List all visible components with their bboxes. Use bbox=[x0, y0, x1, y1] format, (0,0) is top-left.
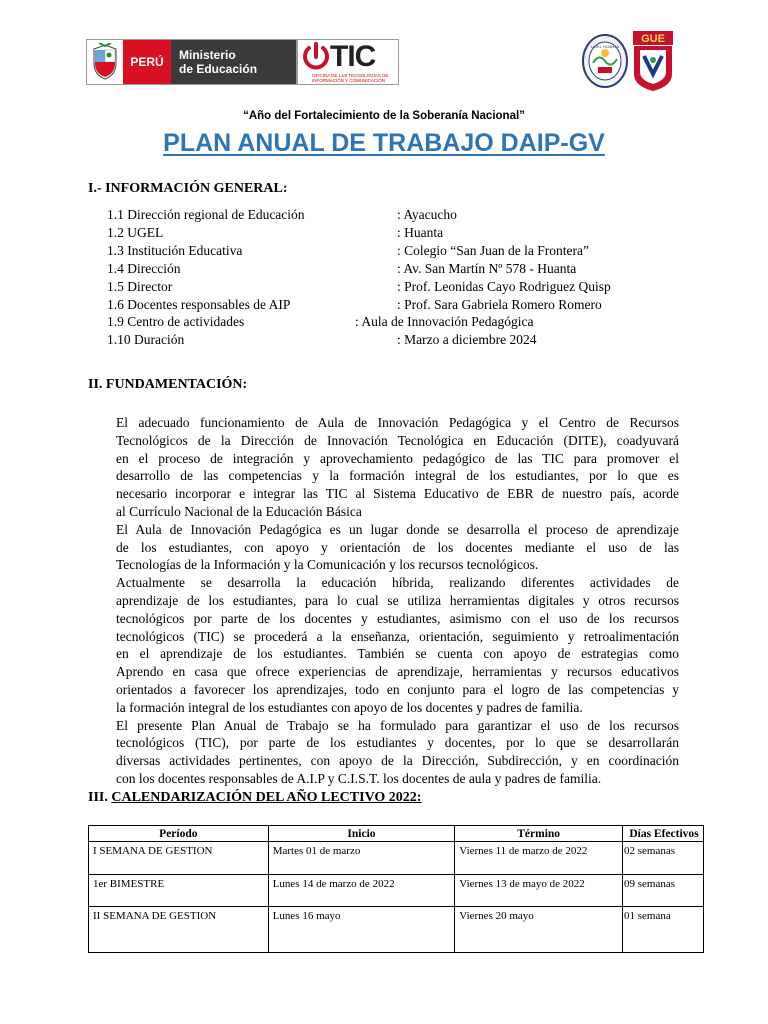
info-value: : Prof. Leonidas Cayo Rodriguez Quisp bbox=[397, 278, 611, 294]
ministerio-line1: Ministerio bbox=[179, 48, 236, 62]
tic-logo bbox=[297, 39, 399, 85]
paragraph-line: Tecnologías de la Información y la Comunicación y los recursos tecnológicos. bbox=[116, 557, 539, 573]
info-value: : Huanta bbox=[397, 224, 444, 240]
info-label: 1.5 Director bbox=[107, 278, 173, 294]
slogan: “Año del Fortalecimiento de la Soberanía Nacional” bbox=[243, 110, 525, 122]
paragraph-line: en el aprendizaje de los estudiantes. También se cuenta con apoyo de estrategias como bbox=[116, 646, 679, 662]
page-title: PLAN ANUAL DE TRABAJO DAIP-GV bbox=[163, 129, 605, 157]
paragraph-line: tecnológicos (TIC), por parte de los estudiantes y docentes, por lo que se desarrollarán bbox=[116, 735, 679, 751]
info-label: 1.10 Duración bbox=[107, 332, 185, 348]
col-header-termino: Término bbox=[455, 826, 623, 842]
paragraph-line: tecnológicos (TIC) se procederá a la enseñanza, orientación, seguimiento y retroalimentación bbox=[116, 628, 679, 644]
table-cell: I SEMANA DE GESTION bbox=[89, 842, 269, 875]
paragraph-line: tecnológicos por parte de los docentes y estudiantes, asimismo con el uso de los recursos bbox=[116, 610, 679, 626]
section-2-heading: II. FUNDAMENTACIÓN: bbox=[88, 377, 248, 392]
paragraph-line: diversas actividades pertinentes, con apoyo de la Dirección, Subdirección, y en coordinación bbox=[116, 753, 679, 769]
calendar-header-row bbox=[89, 826, 704, 842]
info-value: : Aula de Innovación Pedagógica bbox=[355, 314, 534, 330]
tic-label: TIC bbox=[330, 40, 376, 73]
info-value: : Av. San Martín Nº 578 - Huanta bbox=[397, 260, 577, 276]
paragraph-line: El adecuado funcionamiento de Aula de Innovación Pedagógica y el Centro de Recursos bbox=[116, 415, 679, 430]
table-cell: 09 semanas bbox=[622, 875, 703, 907]
ugel-seal-text: UGEL HUANTA bbox=[590, 44, 620, 49]
info-value: : Colegio “San Juan de la Frontera” bbox=[397, 242, 589, 258]
calendar-table bbox=[88, 825, 704, 953]
ministerio-label bbox=[171, 40, 296, 84]
paragraph-line: necesario incorporar e integrar las TIC al Sistema Educativo de EBR de nuestro país, acorde bbox=[116, 486, 679, 502]
info-label: 1.6 Docentes responsables de AIP bbox=[107, 296, 291, 312]
table-row bbox=[89, 875, 704, 907]
table-cell: Viernes 20 mayo bbox=[455, 907, 623, 953]
info-label: 1.9 Centro de actividades bbox=[107, 314, 245, 330]
table-cell: 1er BIMESTRE bbox=[89, 875, 269, 907]
paragraph-line: en el proceso de integración y aprovechamiento pedagógico de las TIC para promover el bbox=[116, 450, 679, 466]
gue-logo bbox=[632, 30, 674, 92]
table-cell: Viernes 11 de marzo de 2022 bbox=[455, 842, 623, 875]
power-icon bbox=[302, 42, 330, 72]
paragraph-line: desarrollo de las competencias y la formación integral de los estudiantes, por lo que es bbox=[116, 468, 679, 484]
table-cell: II SEMANA DE GESTION bbox=[89, 907, 269, 953]
section-3-heading bbox=[88, 790, 421, 806]
table-row bbox=[89, 842, 704, 875]
table-cell: Lunes 14 de marzo de 2022 bbox=[268, 875, 455, 907]
table-cell: 01 semana bbox=[622, 907, 703, 953]
col-header-inicio: Inicio bbox=[268, 826, 455, 842]
info-label: 1.2 UGEL bbox=[107, 224, 164, 240]
info-value: : Ayacucho bbox=[397, 207, 457, 222]
ugel-seal-icon bbox=[581, 33, 629, 89]
col-header-periodo: Período bbox=[89, 826, 269, 842]
col-header-dias: Días Efectivos bbox=[622, 826, 703, 842]
info-value: : Prof. Sara Gabriela Romero Romero bbox=[397, 296, 602, 312]
section-1-heading: I.- INFORMACIÓN GENERAL: bbox=[88, 181, 288, 196]
table-cell: Lunes 16 mayo bbox=[268, 907, 455, 953]
paragraph-line: El presente Plan Anual de Trabajo se ha formulado para garantizar el uso de los recursos bbox=[116, 717, 679, 733]
paragraph-line: al Currículo Nacional de la Educación Básica bbox=[116, 503, 362, 519]
info-label: 1.3 Institución Educativa bbox=[107, 242, 243, 258]
table-cell: Viernes 13 de mayo de 2022 bbox=[455, 875, 623, 907]
paragraph-line: Aprendo en casa que ofrece experiencias de aprendizaje, herramientas y recursos educativos bbox=[116, 664, 679, 680]
paragraph-line: El Aula de Innovación Pedagógica es un lugar donde se desarrolla el proceso de aprendizaje bbox=[116, 521, 679, 537]
paragraph-line: con los docentes responsables de A.I.P y C.I.S.T. los docentes de aula y padres de familia. bbox=[116, 770, 602, 786]
table-row bbox=[89, 907, 704, 953]
table-cell: 02 semanas bbox=[622, 842, 703, 875]
minedu-logo bbox=[86, 39, 297, 85]
paragraph-line: Tecnológicos de la Dirección de Innovación Tecnológica en Educación (DITE), coadyuvará bbox=[116, 432, 679, 448]
gue-label: GUE bbox=[641, 33, 665, 45]
paragraph-line: la formación integral de los estudiantes con apoyo de los docentes y padres de familia. bbox=[116, 699, 583, 715]
ugel-huanta-logo bbox=[581, 33, 629, 89]
gue-shield-icon bbox=[632, 30, 674, 92]
tic-subtitle: OFICINA DE LAS TECNOLOGÍAS DE INFORMACIÓN Y COMUNICACIÓN bbox=[312, 73, 389, 83]
paragraph-line: Actualmente se desarrolla la educación híbrida, realizando diferentes actividades de bbox=[116, 575, 679, 591]
section-3-prefix: III. bbox=[88, 790, 108, 805]
section-3-title: CALENDARIZACIÓN DEL AÑO LECTIVO 2022: bbox=[111, 790, 422, 805]
fundamentacion-paragraph bbox=[116, 414, 679, 788]
paragraph-line: de los estudiantes, con apoyo y orientación de los docentes mediante el uso de las bbox=[116, 539, 679, 555]
paragraph-line: aprendizaje de los estudiantes, para lo cual se utiliza herramientas digitales y otros recursos bbox=[116, 592, 679, 608]
table-cell: Martes 01 de marzo bbox=[268, 842, 455, 875]
info-label: 1.4 Dirección bbox=[107, 260, 181, 276]
info-label: 1.1 Dirección regional de Educación bbox=[107, 207, 305, 222]
ministerio-line2: de Educación bbox=[179, 62, 258, 76]
info-value: : Marzo a diciembre 2024 bbox=[397, 332, 537, 348]
paragraph-line: orientados a favorecer los aprendizajes, todo en conjunto para el logro de las competencias y bbox=[116, 681, 679, 697]
peru-coat-of-arms-icon bbox=[87, 40, 123, 84]
peru-label: PERÚ bbox=[123, 40, 171, 84]
